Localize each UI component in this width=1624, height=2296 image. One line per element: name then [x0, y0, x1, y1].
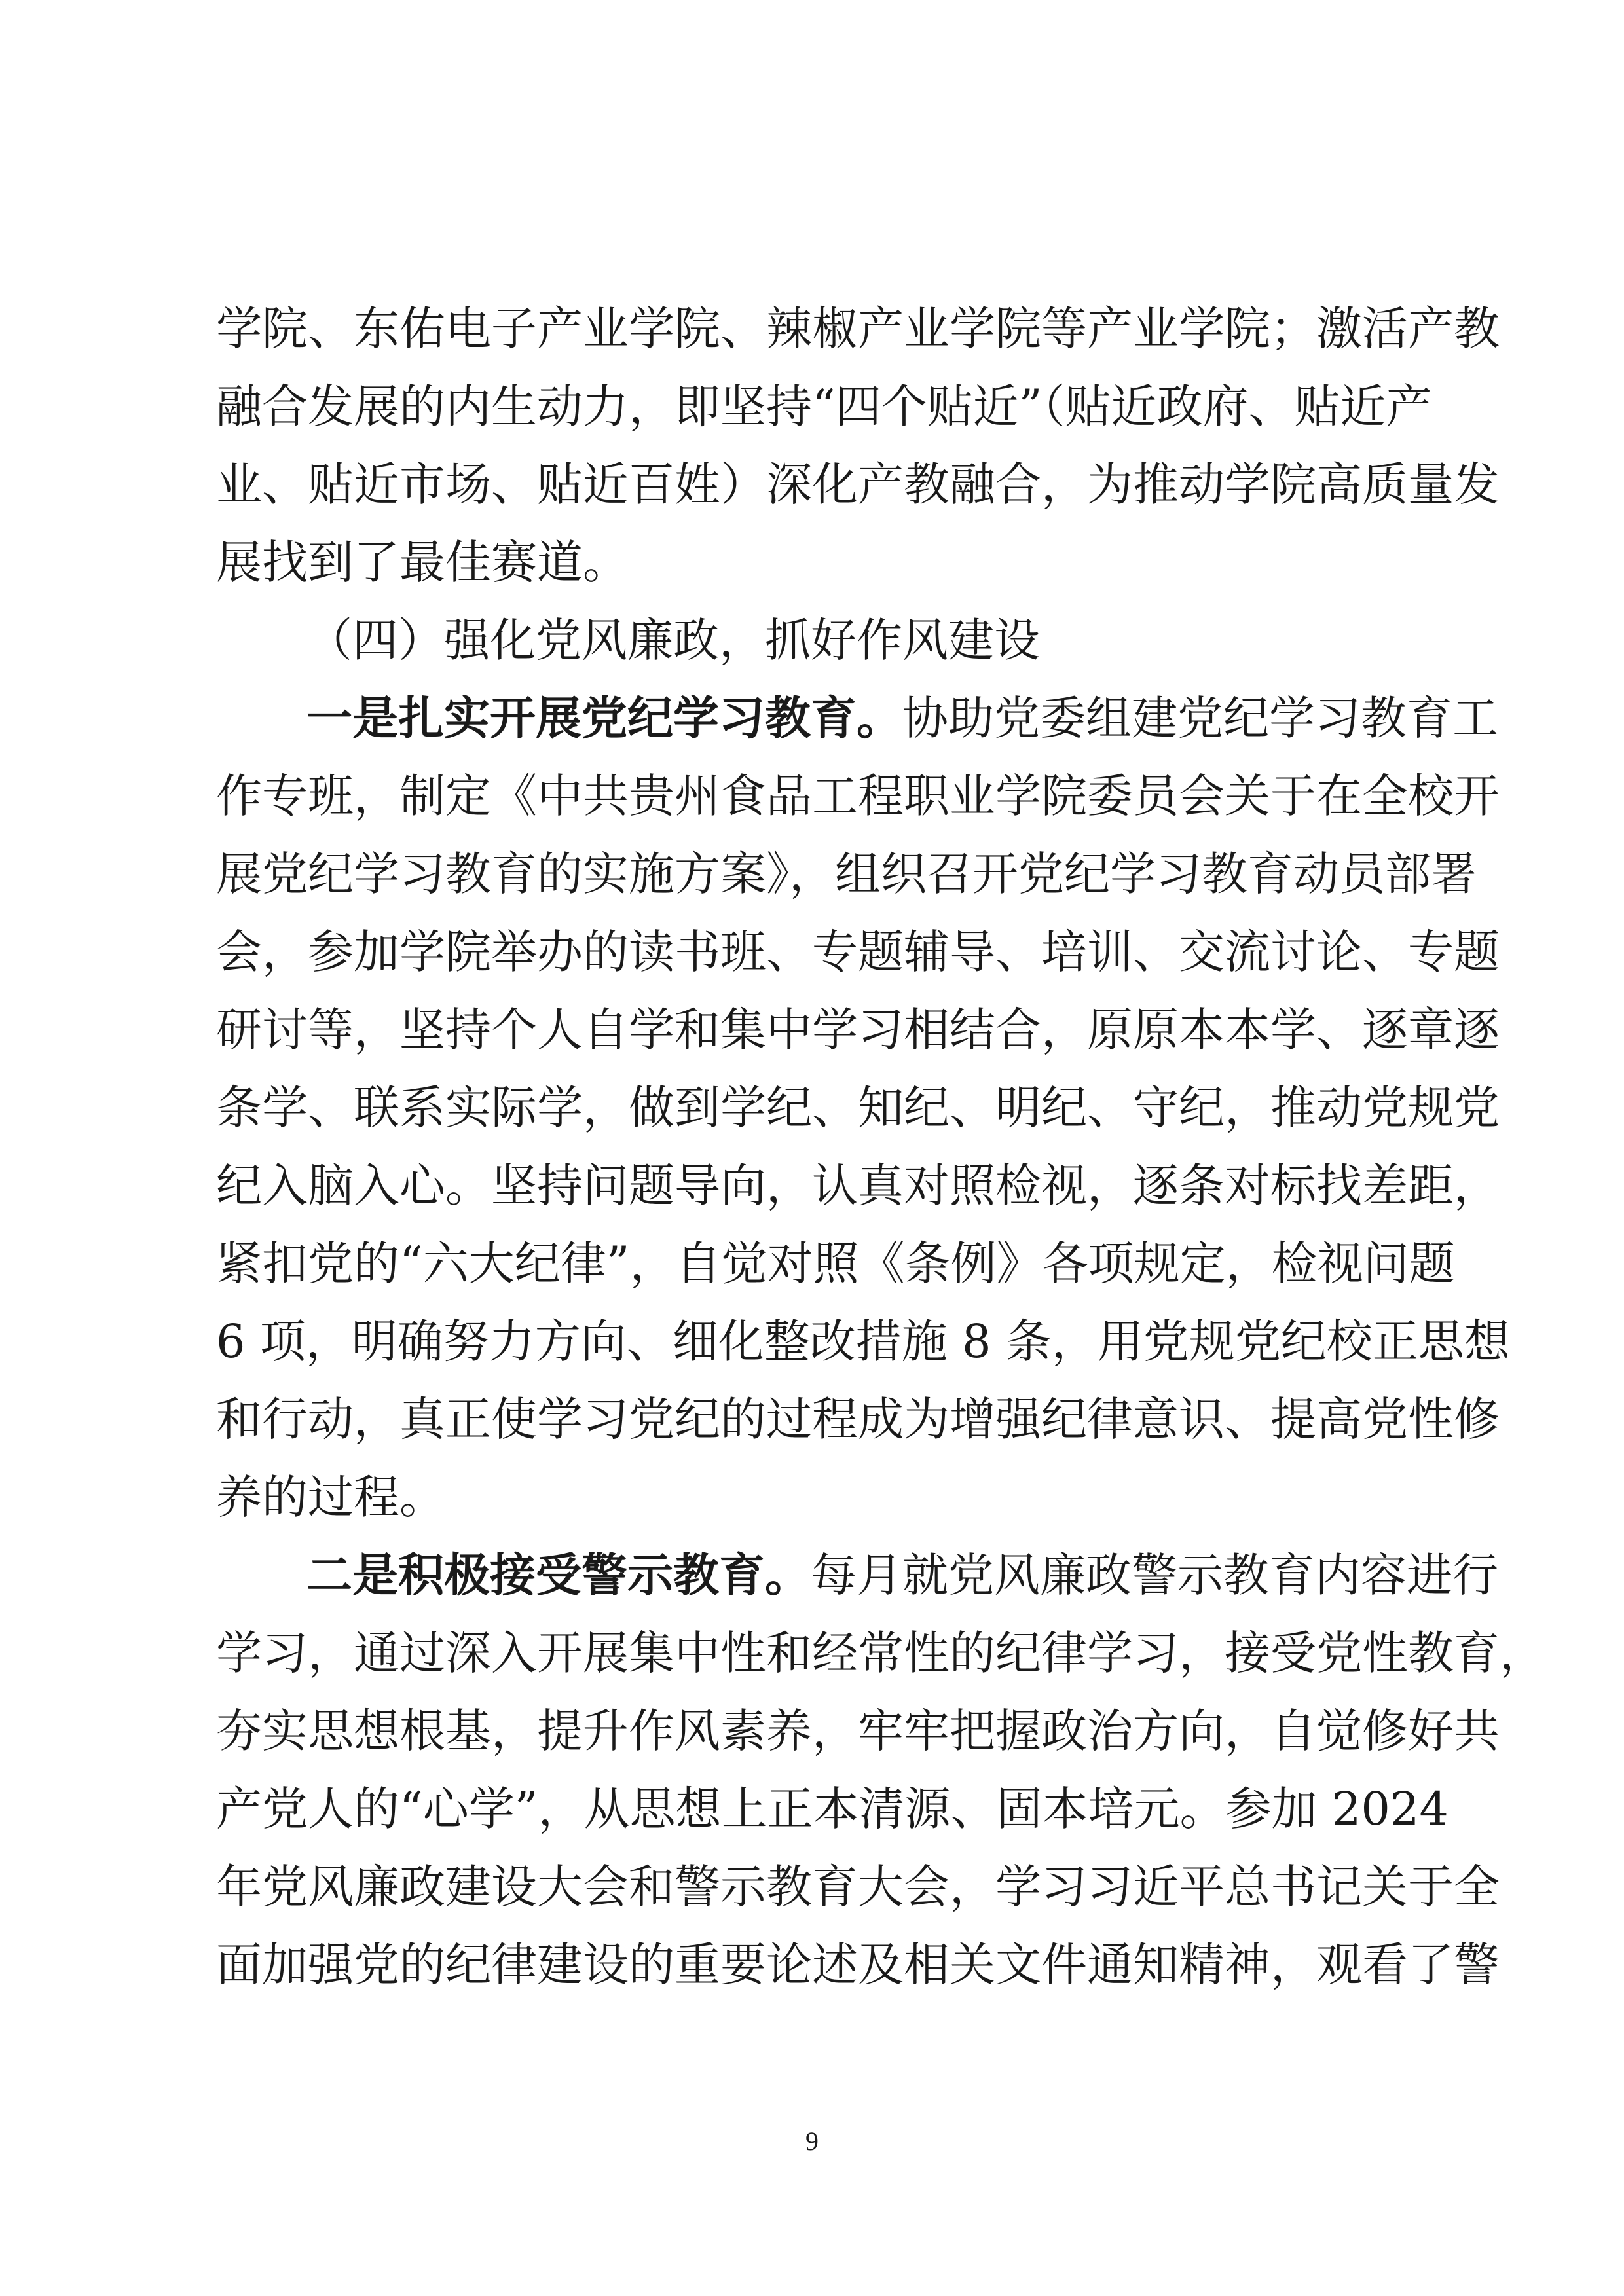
paragraph-3-first-rest: 每月就党风廉政警示教育内容进行	[811, 1548, 1498, 1602]
page-number: 9	[805, 2126, 819, 2156]
paragraph-3-line-5: 年党风廉政建设大会和警示教育大会，学习习近平总书记关于全	[216, 1860, 1500, 1914]
paragraph-1-line-2: 融合发展的内生动力，即坚持“四个贴近”（贴近政府、贴近产	[216, 380, 1432, 433]
paragraph-3-line-3: 夯实思想根基，提升作风素养，牢牢把握政治方向，自觉修好共	[216, 1704, 1500, 1758]
paragraph-2-line-9: 6 项，明确努力方向、细化整改措施 8 条，用党规党纪校正思想	[216, 1315, 1510, 1368]
paragraph-2-lead: 一是扎实开展党纪学习教育。	[306, 691, 902, 745]
paragraph-3-line-1	[306, 1536, 1498, 1614]
paragraph-3-line-4: 产党人的“心学”，从思想上正本清源、固本培元。参加 2024	[216, 1782, 1449, 1836]
paragraph-3-lead: 二是积极接受警示教育。	[306, 1548, 811, 1602]
paragraph-2-line-8: 紧扣党的“六大纪律”，自觉对照《条例》各项规定，检视问题	[216, 1237, 1455, 1290]
paragraph-1-line-1: 学院、东佑电子产业学院、辣椒产业学院等产业学院；激活产教	[216, 302, 1500, 355]
paragraph-2-line-1	[306, 679, 1498, 757]
paragraph-2-line-6: 条学、联系实际学，做到学纪、知纪、明纪、守纪，推动党规党	[216, 1081, 1500, 1135]
paragraph-2-line-7: 纪入脑入心。坚持问题导向，认真对照检视，逐条对标找差距，	[216, 1159, 1500, 1212]
paragraph-2-line-4: 会，参加学院举办的读书班、专题辅导、培训、交流讨论、专题	[216, 925, 1500, 979]
paragraph-1-line-4: 展找到了最佳赛道。	[216, 536, 629, 589]
paragraph-3-line-2: 学习，通过深入开展集中性和经常性的纪律学习，接受党性教育，	[216, 1626, 1545, 1680]
paragraph-2-line-11: 养的过程。	[216, 1470, 445, 1524]
paragraph-2-line-2: 作专班，制定《中共贵州食品工程职业学院委员会关于在全校开	[216, 769, 1500, 823]
paragraph-2-line-3: 展党纪学习教育的实施方案》，组织召开党纪学习教育动员部署	[216, 847, 1477, 901]
paragraph-2-line-10: 和行动，真正使学习党纪的过程成为增强纪律意识、提高党性修	[216, 1393, 1500, 1446]
paragraph-3-line-6: 面加强党的纪律建设的重要论述及相关文件通知精神，观看了警	[216, 1938, 1500, 1992]
section-heading-4: （四）强化党风廉政，抓好作风建设	[306, 613, 1040, 667]
paragraph-2-line-5: 研讨等，坚持个人自学和集中学习相结合，原原本本学、逐章逐	[216, 1003, 1500, 1057]
paragraph-2-first-rest: 协助党委组建党纪学习教育工	[902, 691, 1498, 745]
paragraph-1-line-3: 业、贴近市场、贴近百姓）深化产教融合，为推动学院高质量发	[216, 458, 1500, 511]
